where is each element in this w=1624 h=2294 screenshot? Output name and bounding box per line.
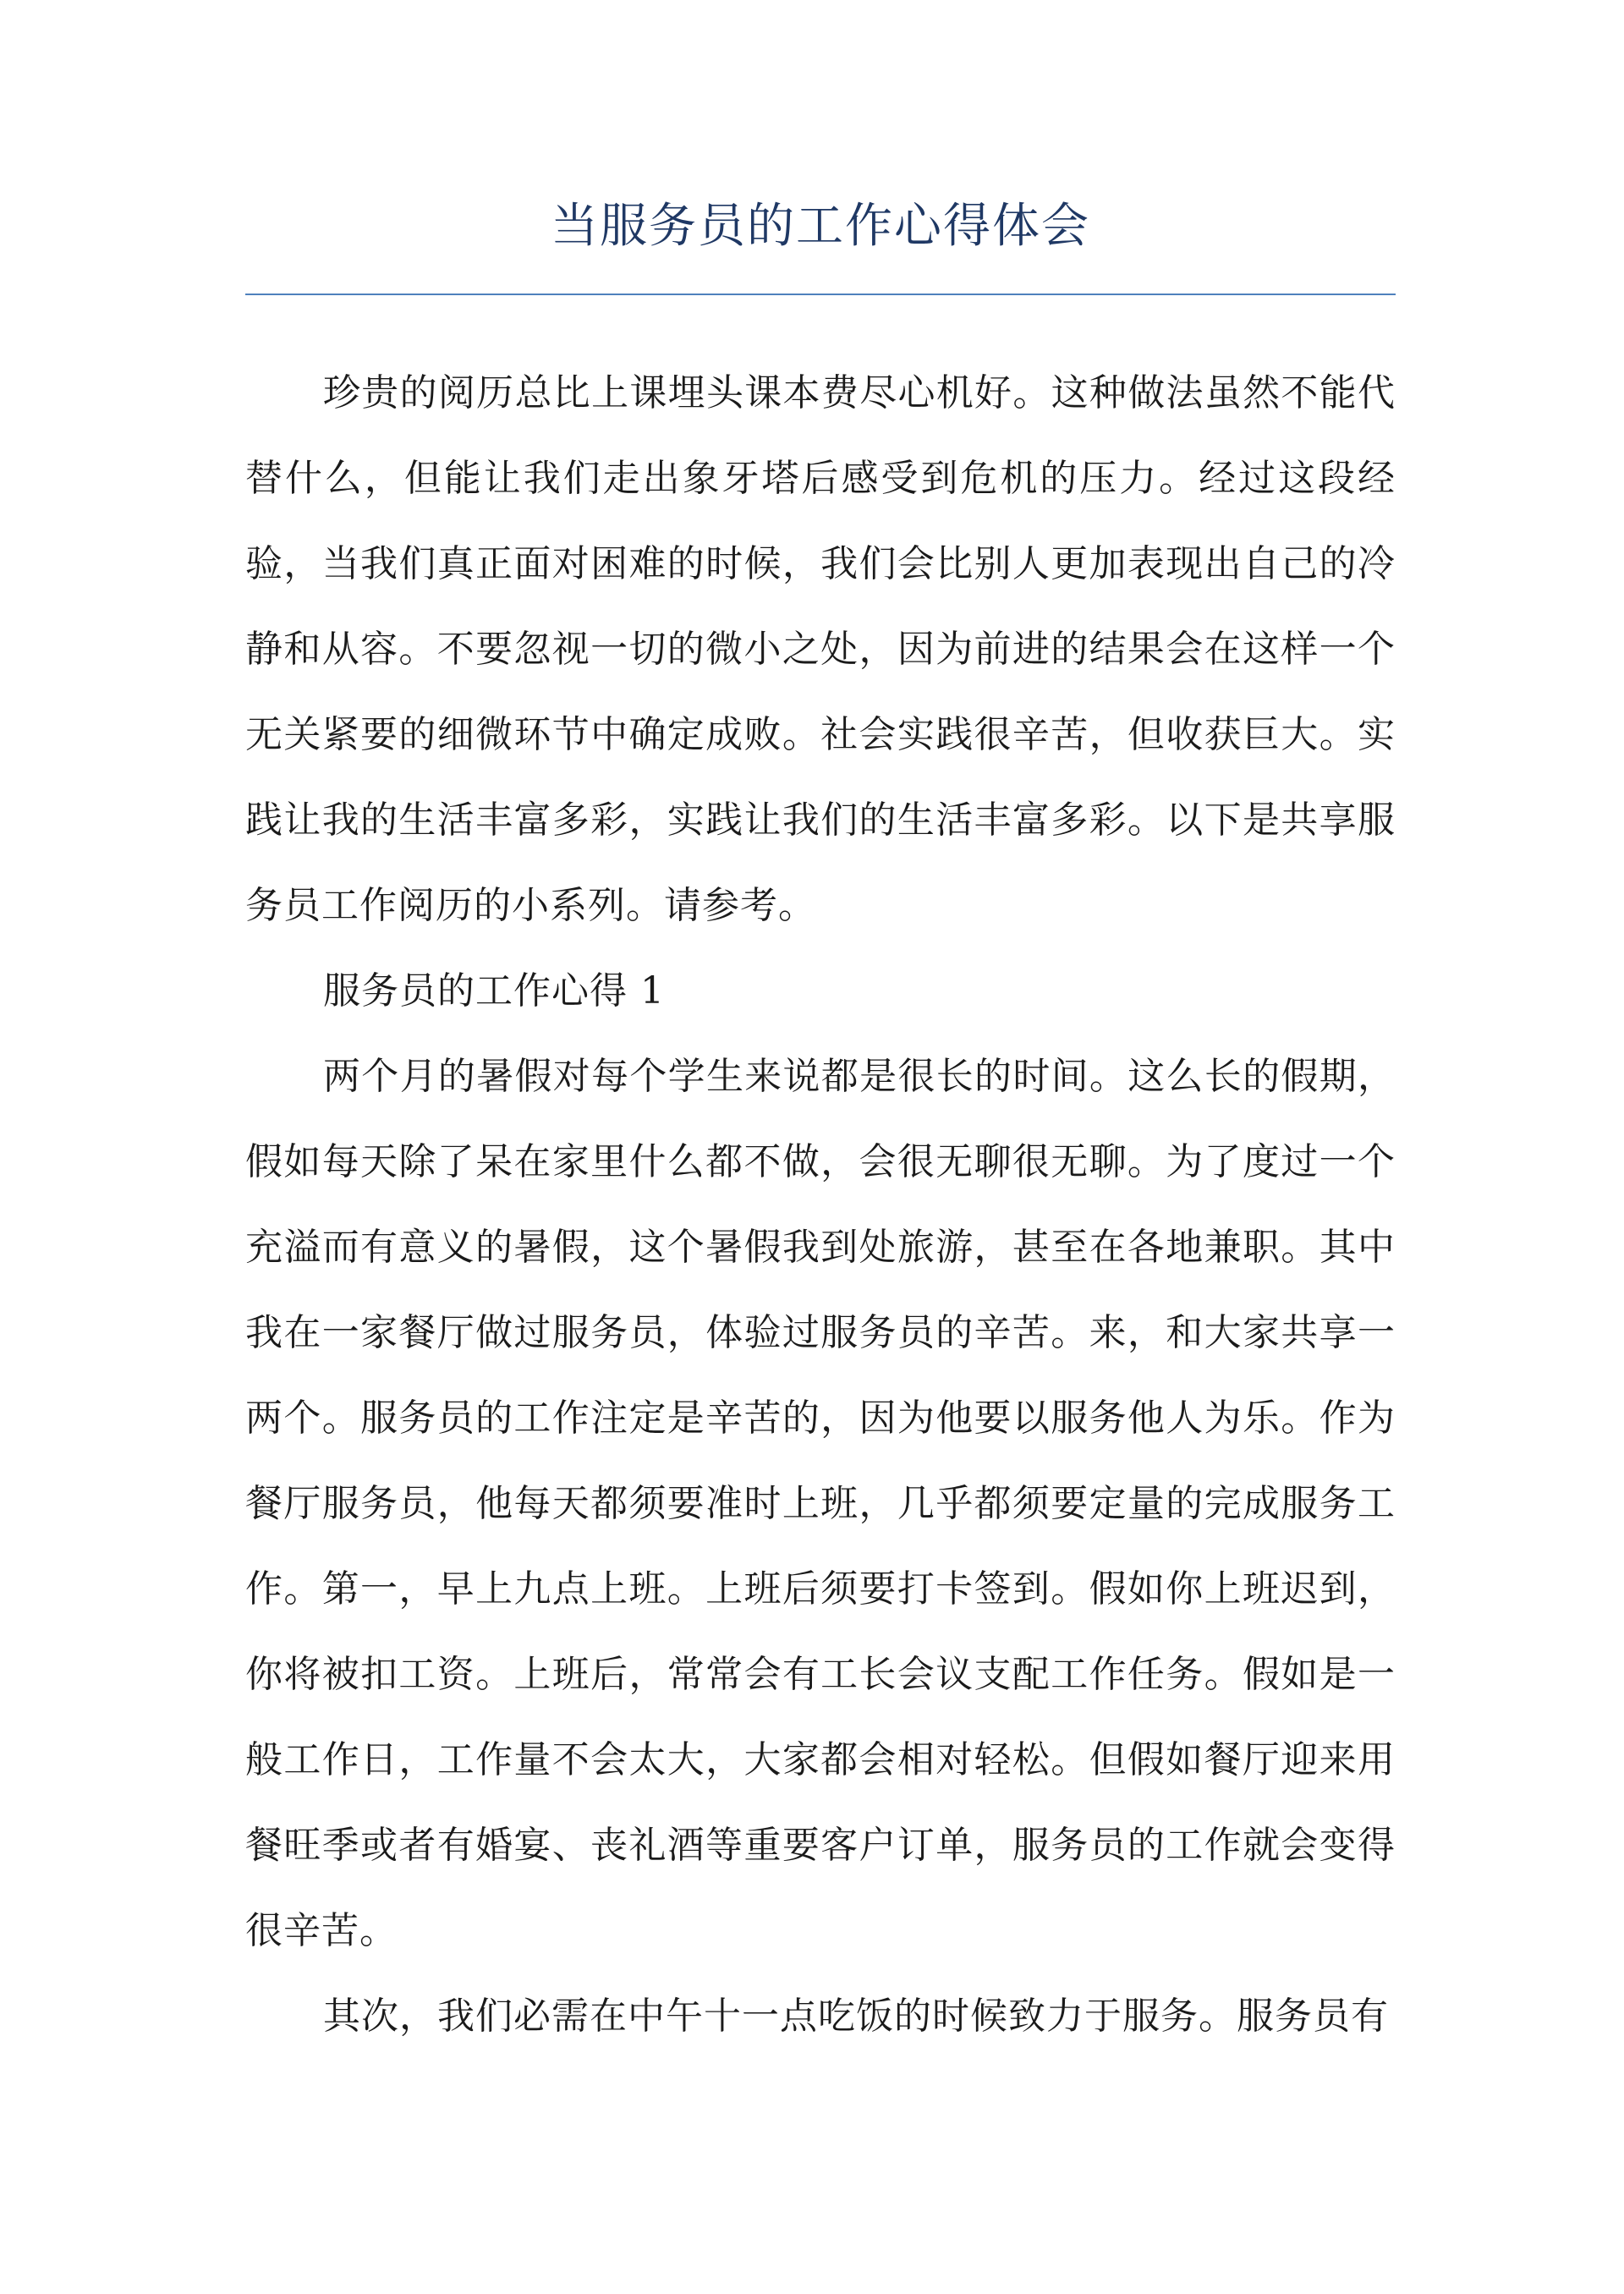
document-body <box>245 350 1396 2059</box>
paragraph-intro: 珍贵的阅历总比上课埋头课本费尽心机好。这种做法虽然不能代替什么，但能让我们走出象牙塔后感受到危机的压力。经过这段经验，当我们真正面对困难的时候，我们会比别人更加表现出自己的冷静和从容。不要忽视一切的微小之处，因为前进的结果会在这样一个无关紧要的细微环节中确定成败。社会实践很辛苦，但收获巨大。实践让我的生活丰富多彩，实践让我们的生活丰富多彩。以下是共享服务员工作阅历的小系列。请参考。 <box>245 371 1396 927</box>
document-page <box>245 0 1396 2294</box>
title-underline <box>245 294 1396 295</box>
section-heading: 服务员的工作心得 1 <box>323 969 665 1013</box>
document-title: 当服务员的工作心得体会 <box>551 199 1090 254</box>
paragraph-body: 两个月的暑假对每个学生来说都是很长的时间。这么长的假期，假如每天除了呆在家里什么都不做，会很无聊很无聊。为了度过一个充溢而有意义的暑假，这个暑假我到处旅游，甚至在各地兼职。其中我在一家餐厅做过服务员，体验过服务员的辛苦。来，和大家共享一两个。服务员的工作注定是辛苦的，因为他要以服务他人为乐。作为餐厅服务员，他每天都须要准时上班，几乎都须要定量的完成服务工作。第一，早上九点上班。上班后须要打卡签到。假如你上班迟到，你将被扣工资。上班后，常常会有工长会议支配工作任务。假如是一般工作日，工作量不会太大，大家都会相对轻松。但假如餐厅迎来用餐旺季或者有婚宴、丧礼酒等重要客户订单，服务员的工作就会变得很辛苦。 <box>245 1055 1396 1952</box>
paragraph-continued: 其次，我们必需在中午十一点吃饭的时候致力于服务。服务员有 <box>323 1995 1389 2038</box>
